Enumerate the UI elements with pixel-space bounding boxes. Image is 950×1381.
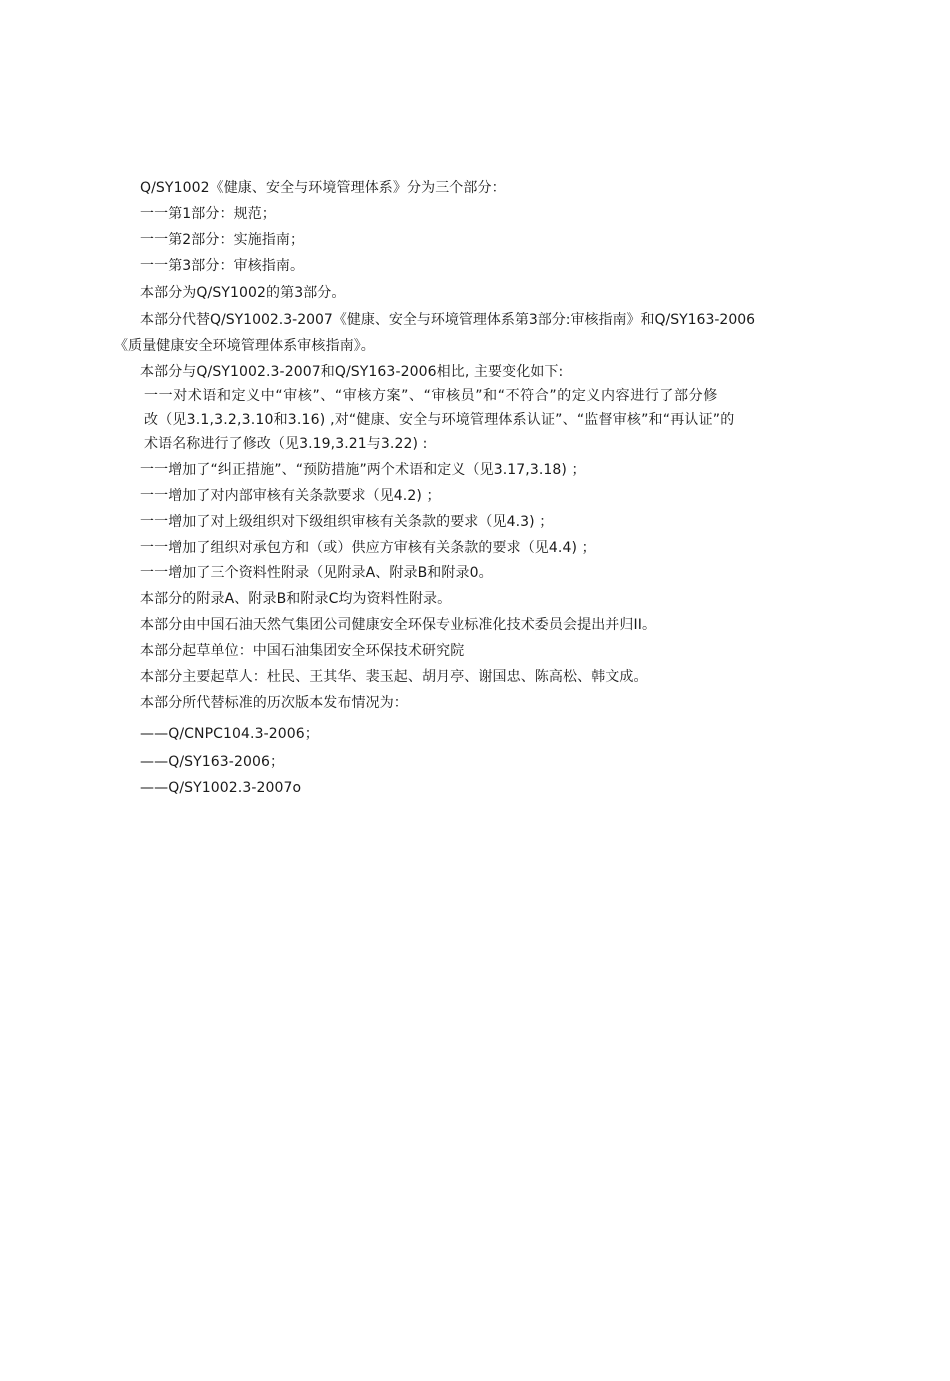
replacement-line: 本部分代替Q/SY1002.3-2007《健康、安全与环境管理体系第3部分:审核指南》和Q/SY163-2006 (140, 312, 756, 328)
proposer-line: 本部分由中国石油天然气集团公司健康安全环保专业标准化技术委员会提出并归II。 (140, 617, 657, 633)
intro-line: Q/SY1002《健康、安全与环境管理体系》分为三个部分： (140, 180, 506, 196)
part-statement: 本部分为Q/SY1002的第3部分。 (140, 285, 346, 301)
change-item-6: 一一增加了三个资料性附录（见附录A、附录B和附录0。 (140, 565, 493, 581)
drafters: 本部分主要起草人：杜民、王其华、裴玉起、胡月亭、谢国忠、陈高松、韩文成。 (140, 669, 648, 685)
part-2-item: 一一第2部分：实施指南； (140, 232, 305, 248)
history-item-1: ——Q/CNPC104.3-2006； (140, 726, 319, 742)
change-item-5: 一一增加了组织对承包方和（或）供应方审核有关条款的要求（见4.4) ； (140, 540, 596, 556)
drafting-unit: 本部分起草单位：中国石油集团安全环保技术研究院 (140, 643, 465, 659)
change-item-4: 一一增加了对上级组织对下级组织审核有关条款的要求（见4.3) ； (140, 514, 554, 530)
appendix-note: 本部分的附录A、附录B和附录C均为资料性附录。 (140, 591, 452, 607)
part-1-item: 一一第1部分：规范； (140, 206, 276, 222)
change-item-1: 一一对术语和定义中“审核”、“审核方案”、“审核员”和“不符合”的定义内容进行了部分修 (144, 388, 718, 404)
changes-intro: 本部分与Q/SY1002.3-2007和Q/SY163-2006相比, 主要变化如下: (140, 364, 564, 380)
replacement-line-cont: 《质量健康安全环境管理体系审核指南》。 (114, 338, 375, 354)
history-item-2: ——Q/SY163-2006； (140, 754, 285, 770)
change-item-3: 一一增加了对内部审核有关条款要求（见4.2) ； (140, 488, 441, 504)
change-item-2: 一一增加了“纠正措施”、“预防措施”两个术语和定义（见3.17,3.18) ； (140, 462, 586, 478)
change-item-1-cont2: 术语名称进行了修改（见3.19,3.21与3.22) : (144, 436, 428, 452)
change-item-1-cont: 改（见3.1,3.2,3.10和3.16) ,对“健康、安全与环境管理体系认证”、“监督审核”和“再认证”的 (144, 412, 735, 428)
history-item-3: ——Q/SY1002.3-2007o (140, 780, 302, 796)
part-3-item: 一一第3部分：审核指南。 (140, 258, 305, 274)
history-intro: 本部分所代替标准的历次版本发布情况为： (140, 695, 408, 711)
